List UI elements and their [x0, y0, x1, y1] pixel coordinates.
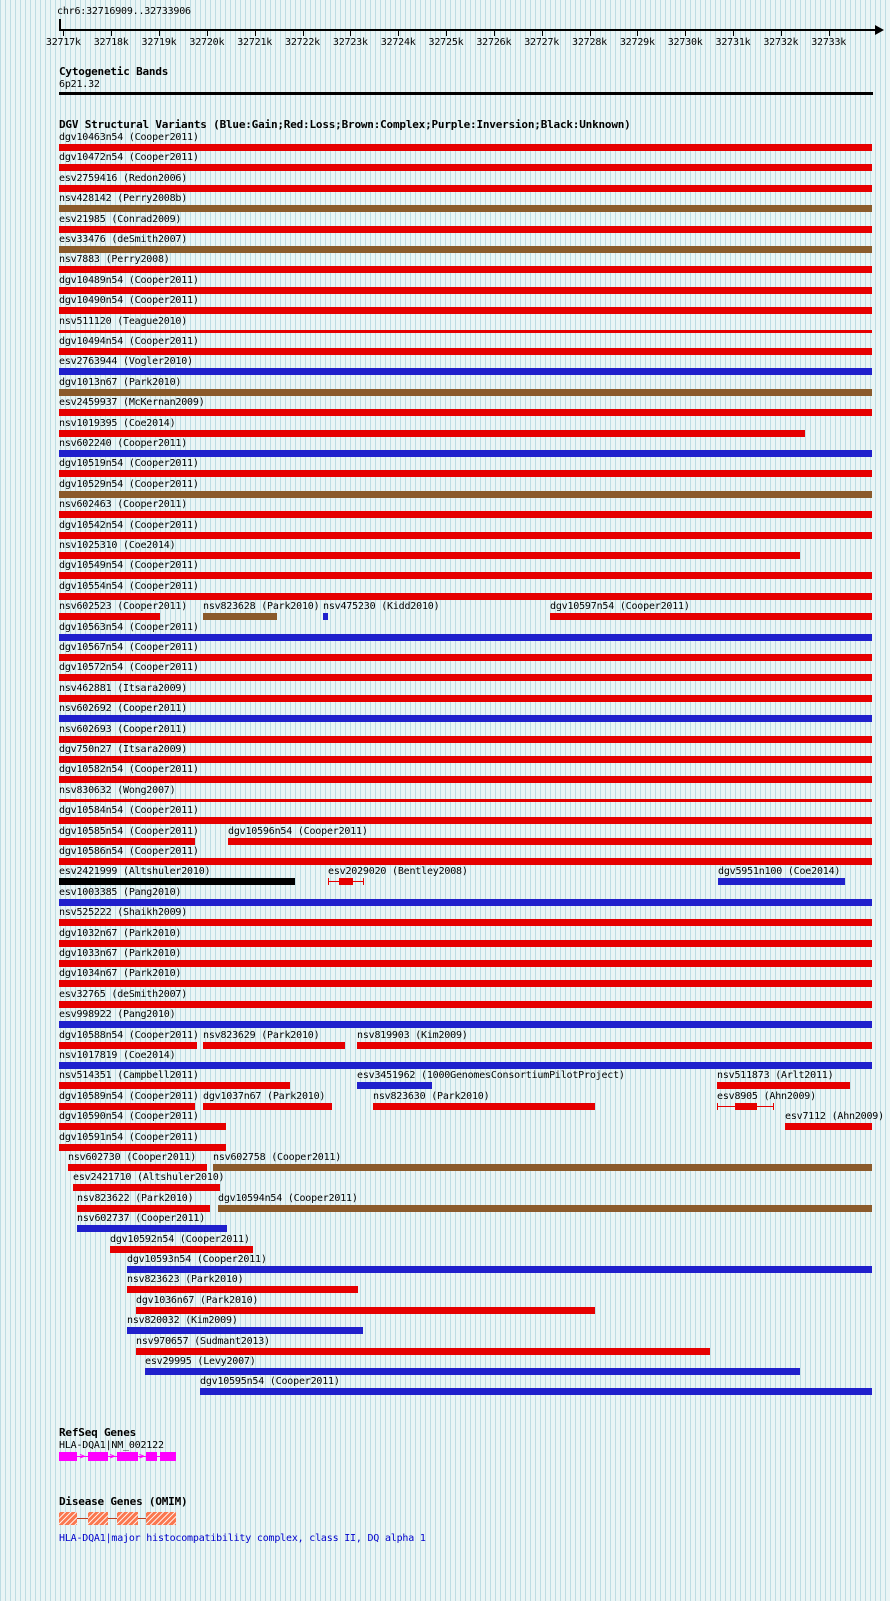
variant-bar[interactable] — [59, 593, 872, 600]
variant-row — [0, 520, 890, 541]
omim-gene-model[interactable] — [0, 1512, 890, 1527]
variant-label: esv29995 (Levy2007) — [145, 1356, 256, 1367]
variant-bar[interactable] — [59, 185, 872, 192]
variant-row — [0, 132, 890, 153]
variant-bar[interactable] — [59, 899, 872, 906]
variant-bar[interactable] — [127, 1266, 872, 1273]
variant-label: dgv1036n67 (Park2010) — [136, 1294, 259, 1306]
variant-bar[interactable] — [59, 1021, 872, 1028]
variant-row — [0, 1091, 890, 1112]
variant-bar[interactable] — [785, 1123, 872, 1130]
variant-label: nsv602523 (Cooper2011) — [59, 601, 188, 613]
strand-arrow-icon: > — [109, 1452, 115, 1462]
variant-row — [0, 785, 890, 806]
variant-row — [0, 1050, 890, 1071]
variant-row — [0, 1111, 890, 1132]
variant-bar[interactable] — [717, 1103, 774, 1110]
ruler-tick — [590, 31, 591, 36]
ruler-tick-label: 32726k — [476, 37, 512, 48]
variant-bar[interactable] — [213, 1164, 872, 1171]
variant-bar[interactable] — [59, 919, 872, 926]
exon-box[interactable] — [88, 1452, 108, 1461]
variant-bar[interactable] — [218, 1205, 872, 1212]
variant-bar[interactable] — [59, 858, 872, 865]
variant-label: dgv10582n54 (Cooper2011) — [59, 764, 199, 776]
variant-label: dgv10490n54 (Cooper2011) — [59, 295, 199, 307]
variant-row — [0, 1336, 890, 1357]
strand-arrow-icon: > — [79, 1452, 85, 1462]
omim-section-title: Disease Genes (OMIM) — [59, 1495, 188, 1508]
variant-bar[interactable] — [110, 1246, 253, 1253]
variant-row — [0, 907, 890, 928]
exon-box[interactable] — [146, 1452, 157, 1461]
variant-bar[interactable] — [59, 980, 872, 987]
variant-bar[interactable] — [59, 817, 872, 824]
variant-row — [0, 1234, 890, 1255]
variant-bar[interactable] — [550, 613, 872, 620]
variant-row — [0, 1070, 890, 1091]
variant-label: dgv10549n54 (Cooper2011) — [59, 560, 199, 572]
variant-label: dgv1034n67 (Park2010) — [59, 968, 182, 980]
variant-row — [0, 1376, 890, 1397]
variant-row — [0, 254, 890, 275]
variant-bar[interactable] — [203, 1103, 332, 1110]
variant-label: nsv823630 (Park2010) — [373, 1090, 490, 1102]
variant-bar[interactable] — [59, 960, 872, 967]
variant-label: nsv475230 (Kidd2010) — [323, 601, 440, 613]
exon-box[interactable] — [160, 1452, 176, 1461]
variant-row — [0, 948, 890, 969]
axis-start-tick — [59, 19, 61, 29]
ruler-tick-label: 32722k — [285, 37, 320, 48]
variant-row — [0, 968, 890, 989]
variant-bar[interactable] — [59, 430, 805, 437]
variant-label: nsv514351 (Campbell2011) — [59, 1070, 199, 1082]
exon-box[interactable] — [117, 1452, 138, 1461]
variant-row — [0, 1132, 890, 1153]
variant-bar[interactable] — [73, 1184, 220, 1191]
cytoband-section-title: Cytogenetic Bands — [59, 65, 169, 78]
variant-bar[interactable] — [59, 1103, 195, 1110]
variant-bar[interactable] — [59, 330, 872, 333]
variant-label: nsv1025310 (Coe2014) — [59, 540, 176, 551]
variant-row — [0, 805, 890, 826]
variant-bar[interactable] — [59, 1042, 197, 1049]
variant-bar[interactable] — [127, 1327, 363, 1334]
variant-bar[interactable] — [59, 654, 872, 661]
region-position-label: chr6:32716909..32733906 — [57, 6, 191, 17]
variant-row — [0, 1152, 890, 1173]
variant-row — [0, 581, 890, 602]
variant-label: esv2029020 (Bentley2008) — [328, 866, 468, 878]
cytoband-label: 6p21.32 — [59, 79, 100, 90]
variant-label: esv1003385 (Pang2010) — [59, 886, 182, 898]
variant-bar[interactable] — [59, 1001, 872, 1008]
variant-label: dgv10463n54 (Cooper2011) — [59, 132, 199, 143]
dgv-section-title: DGV Structural Variants (Blue:Gain;Red:Loss;Brown:Complex;Purple:Inversion;Black:Unknown) — [59, 118, 631, 131]
exon-box[interactable] — [59, 1512, 77, 1525]
ruler-tick — [733, 31, 734, 36]
variant-label: dgv10563n54 (Cooper2011) — [59, 621, 199, 633]
variant-label: dgv10542n54 (Cooper2011) — [59, 519, 199, 531]
variant-row — [0, 1274, 890, 1295]
variant-row — [0, 683, 890, 704]
variant-row — [0, 1172, 890, 1193]
variant-bar[interactable] — [59, 307, 872, 314]
variant-bar[interactable] — [203, 613, 277, 620]
variant-label: nsv462881 (Itsara2009) — [59, 682, 188, 694]
variant-row — [0, 499, 890, 520]
variant-row — [0, 458, 890, 479]
variant-label: dgv10590n54 (Cooper2011) — [59, 1111, 199, 1123]
ruler-tick — [350, 31, 351, 36]
variant-label: nsv602692 (Cooper2011) — [59, 703, 188, 715]
ruler-tick — [685, 31, 686, 36]
variant-bar[interactable] — [59, 1082, 290, 1089]
variant-bar[interactable] — [59, 674, 872, 681]
variant-bar[interactable] — [59, 164, 872, 171]
ruler-tick-label: 32723k — [332, 37, 368, 48]
variant-label: dgv10585n54 (Cooper2011) — [59, 825, 199, 837]
ruler-tick-label: 32719k — [141, 37, 177, 48]
omim-gene-link[interactable]: HLA-DQA1|major histocompatibility complex, class II, DQ alpha 1 — [59, 1533, 426, 1544]
variant-bar[interactable] — [59, 736, 872, 743]
variant-label: dgv10572n54 (Cooper2011) — [59, 662, 199, 674]
variant-row — [0, 1254, 890, 1275]
variant-label: nsv602737 (Cooper2011) — [77, 1213, 206, 1225]
variant-row — [0, 479, 890, 500]
variant-row — [0, 744, 890, 765]
ruler-tick — [542, 31, 543, 36]
variant-label: esv32765 (deSmith2007) — [59, 988, 188, 1000]
ruler-tick — [63, 31, 64, 36]
variant-bar[interactable] — [59, 368, 872, 375]
variant-label: dgv10593n54 (Cooper2011) — [127, 1254, 267, 1265]
variant-row — [0, 989, 890, 1010]
variant-label: esv998922 (Pang2010) — [59, 1009, 176, 1021]
variant-label: dgv1033n67 (Park2010) — [59, 948, 182, 959]
refseq-gene-label: HLA-DQA1|NM_002122 — [59, 1440, 164, 1451]
variant-label: nsv428142 (Perry2008b) — [59, 193, 188, 205]
variant-label: esv8905 (Ahn2009) — [717, 1090, 816, 1102]
variant-label: dgv10584n54 (Cooper2011) — [59, 805, 199, 817]
variant-row — [0, 703, 890, 724]
variant-label: dgv10494n54 (Cooper2011) — [59, 336, 199, 347]
variant-row — [0, 418, 890, 439]
ruler-tick-label: 32730k — [667, 37, 703, 48]
ruler-tick-label: 32717k — [45, 37, 81, 48]
variant-bar[interactable] — [59, 776, 872, 783]
variant-bar[interactable] — [59, 756, 872, 763]
variant-bar[interactable] — [718, 878, 845, 885]
variant-label: nsv823628 (Park2010) — [203, 601, 320, 613]
variant-bar[interactable] — [59, 491, 872, 498]
variant-row — [0, 438, 890, 459]
variant-bar[interactable] — [59, 799, 872, 802]
variant-bar[interactable] — [59, 409, 872, 416]
variant-label: esv2421710 (Altshuler2010) — [73, 1172, 225, 1184]
variant-label: dgv1037n67 (Park2010) — [203, 1090, 326, 1102]
variant-label: dgv5951n100 (Coe2014) — [718, 866, 841, 878]
variant-bar[interactable] — [77, 1205, 210, 1212]
variant-label: nsv830632 (Wong2007) — [59, 784, 176, 796]
variant-label: dgv10596n54 (Cooper2011) — [228, 825, 368, 837]
variant-label: dgv10472n54 (Cooper2011) — [59, 152, 199, 164]
variant-label: dgv10595n54 (Cooper2011) — [200, 1376, 340, 1388]
variant-label: dgv750n27 (Itsara2009) — [59, 744, 188, 755]
variant-bar[interactable] — [357, 1042, 872, 1049]
variant-label: nsv511873 (Arlt2011) — [717, 1070, 834, 1082]
variant-label: nsv820032 (Kim2009) — [127, 1315, 238, 1327]
variant-label: nsv511120 (Teague2010) — [59, 315, 188, 327]
variant-row — [0, 540, 890, 561]
variant-bar[interactable] — [127, 1286, 358, 1293]
variant-bar[interactable] — [136, 1348, 710, 1355]
variant-label: dgv10519n54 (Cooper2011) — [59, 458, 199, 470]
variant-row — [0, 642, 890, 663]
variant-row — [0, 1009, 890, 1030]
ruler-tick-label: 32733k — [811, 37, 847, 48]
variant-bar[interactable] — [59, 144, 872, 151]
ruler-tick — [446, 31, 447, 36]
variant-label: dgv10554n54 (Cooper2011) — [59, 580, 199, 592]
variant-row — [0, 560, 890, 581]
variant-label: dgv10589n54 (Cooper2011) — [59, 1090, 199, 1102]
ruler-tick-label: 32731k — [715, 37, 751, 48]
variant-label: nsv602463 (Cooper2011) — [59, 499, 188, 511]
ruler-tick — [207, 31, 208, 36]
variant-label: nsv7883 (Perry2008) — [59, 254, 170, 266]
variant-label: dgv10592n54 (Cooper2011) — [110, 1233, 250, 1245]
variant-bar[interactable] — [357, 1082, 432, 1089]
variant-bar[interactable] — [59, 1062, 872, 1069]
exon-box[interactable] — [59, 1452, 77, 1461]
variant-label: nsv602693 (Cooper2011) — [59, 723, 188, 735]
ruler-tick — [159, 31, 160, 36]
exon-box[interactable] — [146, 1512, 176, 1525]
variant-bar[interactable] — [59, 511, 872, 518]
variant-bar[interactable] — [59, 613, 160, 620]
variant-label: nsv602240 (Cooper2011) — [59, 438, 188, 449]
variant-bar[interactable] — [59, 838, 195, 845]
variant-label: dgv10591n54 (Cooper2011) — [59, 1131, 199, 1143]
variant-row — [0, 866, 890, 887]
strand-arrow-icon: > — [139, 1452, 145, 1462]
variant-bar[interactable] — [59, 1123, 226, 1130]
variant-bar[interactable] — [228, 838, 872, 845]
exon-box[interactable] — [117, 1512, 138, 1525]
variant-bar[interactable] — [59, 470, 872, 477]
ruler-tick-label: 32720k — [189, 37, 225, 48]
variant-label: nsv823623 (Park2010) — [127, 1274, 244, 1286]
variant-row — [0, 1315, 890, 1336]
variant-label: dgv10567n54 (Cooper2011) — [59, 642, 199, 653]
variant-bar[interactable] — [77, 1225, 227, 1232]
variant-row — [0, 397, 890, 418]
variant-row — [0, 234, 890, 255]
variant-row — [0, 152, 890, 173]
variant-bar[interactable] — [203, 1042, 345, 1049]
variant-label: dgv10594n54 (Cooper2011) — [218, 1192, 358, 1204]
variant-row — [0, 173, 890, 194]
axis-line — [59, 29, 875, 31]
variant-bar[interactable] — [59, 266, 872, 273]
variant-bar[interactable] — [59, 532, 872, 539]
variant-row — [0, 1213, 890, 1234]
ruler-tick — [781, 31, 782, 36]
variant-bar[interactable] — [59, 572, 872, 579]
variant-label: esv3451962 (1000GenomesConsortiumPilotProject) — [357, 1070, 625, 1082]
variant-row — [0, 662, 890, 683]
variant-label: nsv1019395 (Coe2014) — [59, 417, 176, 429]
variant-bar[interactable] — [59, 348, 872, 355]
variant-label: esv2459937 (McKernan2009) — [59, 397, 205, 409]
variant-row — [0, 1193, 890, 1214]
variant-bar[interactable] — [373, 1103, 595, 1110]
ruler-tick — [255, 31, 256, 36]
variant-row — [0, 846, 890, 867]
variant-bar[interactable] — [59, 450, 872, 457]
variant-bar[interactable] — [59, 940, 872, 947]
variant-label: esv2421999 (Altshuler2010) — [59, 866, 211, 878]
variant-row — [0, 764, 890, 785]
variant-bar[interactable] — [68, 1164, 207, 1171]
variant-label: nsv970657 (Sudmant2013) — [136, 1335, 270, 1347]
variant-row — [0, 928, 890, 949]
variant-row — [0, 887, 890, 908]
exon-box[interactable] — [88, 1512, 108, 1525]
variant-bar[interactable] — [59, 246, 872, 253]
variant-row — [0, 377, 890, 398]
variant-row — [0, 601, 890, 622]
variant-label: nsv602730 (Cooper2011) — [68, 1152, 197, 1163]
variant-label: dgv10489n54 (Cooper2011) — [59, 274, 199, 286]
variant-bar[interactable] — [717, 1082, 850, 1089]
ruler-tick — [111, 31, 112, 36]
variant-label: esv7112 (Ahn2009) — [785, 1111, 884, 1123]
variant-bar[interactable] — [59, 205, 872, 212]
variant-bar[interactable] — [59, 695, 872, 702]
variant-bar[interactable] — [328, 878, 364, 885]
variant-label: nsv823622 (Park2010) — [77, 1192, 194, 1204]
variant-row — [0, 1356, 890, 1377]
variant-label: dgv10529n54 (Cooper2011) — [59, 478, 199, 490]
variant-row — [0, 193, 890, 214]
variant-bar[interactable] — [323, 613, 328, 620]
variant-bar[interactable] — [59, 715, 872, 722]
variant-row — [0, 295, 890, 316]
variant-label: dgv10597n54 (Cooper2011) — [550, 601, 690, 613]
ruler-tick — [303, 31, 304, 36]
variant-row — [0, 826, 890, 847]
variant-label: dgv1013n67 (Park2010) — [59, 376, 182, 388]
variant-row — [0, 316, 890, 337]
variant-label: esv21985 (Conrad2009) — [59, 213, 182, 225]
variant-label: nsv525222 (Shaikh2009) — [59, 907, 188, 919]
variant-bar[interactable] — [59, 634, 872, 641]
variant-bar[interactable] — [59, 878, 295, 885]
ruler-tick — [829, 31, 830, 36]
variant-bar[interactable] — [145, 1368, 800, 1375]
variant-label: nsv1017819 (Coe2014) — [59, 1050, 176, 1061]
variant-label: dgv1032n67 (Park2010) — [59, 927, 182, 939]
variant-bar[interactable] — [59, 389, 872, 396]
refseq-gene-model[interactable] — [0, 1452, 890, 1464]
variant-bar[interactable] — [59, 287, 872, 294]
variant-label: esv2763944 (Vogler2010) — [59, 356, 193, 368]
variant-bar[interactable] — [200, 1388, 872, 1395]
variant-row — [0, 724, 890, 745]
variant-bar[interactable] — [59, 1144, 226, 1151]
variant-row — [0, 622, 890, 643]
ruler-tick-label: 32725k — [428, 37, 464, 48]
ruler-tick-label: 32732k — [763, 37, 799, 48]
variant-row — [0, 336, 890, 357]
ruler-tick-label: 32729k — [619, 37, 655, 48]
variant-label: nsv602758 (Cooper2011) — [213, 1152, 342, 1163]
variant-bar[interactable] — [59, 552, 800, 559]
variant-row — [0, 214, 890, 235]
variant-bar[interactable] — [136, 1307, 595, 1314]
variant-label: esv2759416 (Redon2006) — [59, 172, 188, 184]
axis-arrow-icon — [875, 25, 884, 35]
variant-label: esv33476 (deSmith2007) — [59, 234, 188, 245]
ruler-tick-label: 32724k — [380, 37, 416, 48]
refseq-section-title: RefSeq Genes — [59, 1426, 137, 1439]
variant-label: nsv819903 (Kim2009) — [357, 1029, 468, 1041]
variant-row — [0, 1030, 890, 1051]
ruler-tick — [637, 31, 638, 36]
ruler-tick-label: 32728k — [572, 37, 607, 48]
cytoband-bar — [59, 92, 873, 95]
variant-row — [0, 1295, 890, 1316]
ruler-tick — [398, 31, 399, 36]
variant-row — [0, 275, 890, 296]
ruler-tick-label: 32721k — [237, 37, 273, 48]
ruler-tick-label: 32718k — [93, 37, 129, 48]
variant-label: nsv823629 (Park2010) — [203, 1029, 320, 1041]
variant-label: dgv10588n54 (Cooper2011) — [59, 1029, 199, 1041]
ruler-tick-label: 32727k — [524, 37, 560, 48]
variant-bar[interactable] — [59, 226, 872, 233]
variant-row — [0, 356, 890, 377]
ruler-tick — [494, 31, 495, 36]
variant-label: dgv10586n54 (Cooper2011) — [59, 846, 199, 857]
